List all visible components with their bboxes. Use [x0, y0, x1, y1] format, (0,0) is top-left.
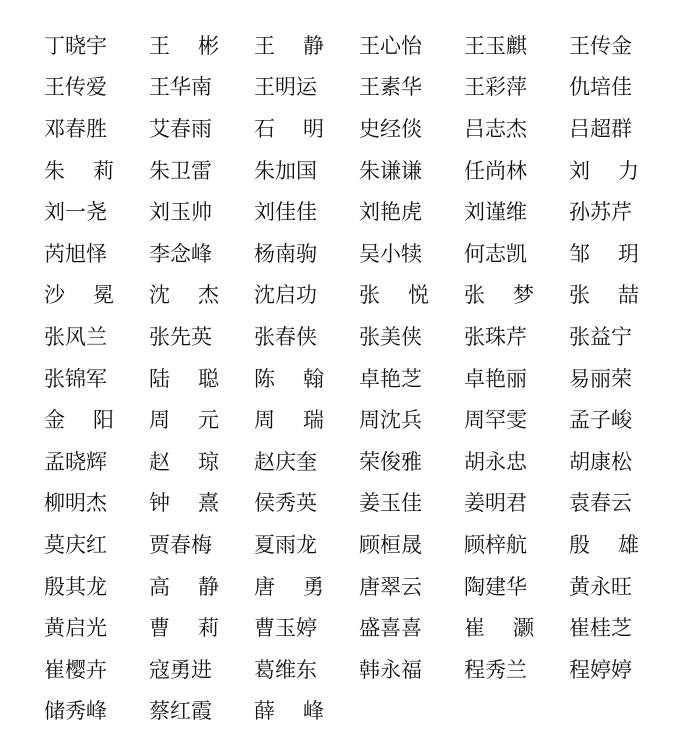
name-entry: 刘谨维: [464, 200, 527, 225]
name-entry: 张 悦: [359, 283, 429, 308]
name-entry: 崔桂芝: [569, 616, 632, 641]
name-entry: 刘 力: [569, 158, 639, 183]
name-entry: 张春侠: [254, 324, 317, 349]
name-entry: 唐 勇: [254, 574, 324, 599]
name-entry: 王 静: [254, 33, 324, 58]
name-entry: 何志凯: [464, 241, 527, 266]
name-entry: 任尚林: [464, 158, 527, 183]
name-entry: 唐翠云: [359, 574, 422, 599]
name-entry: 荣俊雅: [359, 449, 422, 474]
name-entry: 周罕雯: [464, 408, 527, 433]
name-entry: 顾桓晟: [359, 532, 422, 557]
name-entry: 朱 莉: [44, 158, 114, 183]
name-entry: 朱加国: [254, 158, 317, 183]
name-entry: 刘佳佳: [254, 200, 317, 225]
name-entry: 朱谦谦: [359, 158, 422, 183]
name-entry: 邓春胜: [44, 116, 107, 141]
name-entry: 孟子峻: [569, 408, 632, 433]
name-entry: 王心怡: [359, 33, 422, 58]
name-entry: 黄启光: [44, 616, 107, 641]
name-entry: 胡永忠: [464, 449, 527, 474]
name-entry: 赵庆奎: [254, 449, 317, 474]
name-entry: 仇培佳: [569, 75, 632, 100]
name-list: [44, 25, 644, 732]
name-entry: 寇勇进: [149, 657, 212, 682]
name-entry: 卓艳丽: [464, 366, 527, 391]
name-entry: 王 彬: [149, 33, 219, 58]
name-entry: 侯秀英: [254, 491, 317, 516]
name-entry: 姜明君: [464, 491, 527, 516]
name-entry: 陈 翰: [254, 366, 324, 391]
name-entry: 吴小犊: [359, 241, 422, 266]
name-entry: 史经倓: [359, 116, 422, 141]
name-entry: 钟 熹: [149, 491, 219, 516]
name-entry: 孙苏芹: [569, 200, 632, 225]
name-entry: 张风兰: [44, 324, 107, 349]
name-entry: 王素华: [359, 75, 422, 100]
name-entry: 程婷婷: [569, 657, 632, 682]
name-entry: 王明运: [254, 75, 317, 100]
name-entry: 吕超群: [569, 116, 632, 141]
name-entry: 贾春梅: [149, 532, 212, 557]
name-entry: 袁春云: [569, 491, 632, 516]
name-entry: 易丽荣: [569, 366, 632, 391]
name-entry: 韩永福: [359, 657, 422, 682]
name-entry: 姜玉佳: [359, 491, 422, 516]
name-entry: 周沈兵: [359, 408, 422, 433]
name-entry: 沙 冕: [44, 283, 114, 308]
name-entry: 殷其龙: [44, 574, 107, 599]
name-entry: 丁晓宇: [44, 33, 107, 58]
name-entry: 王彩萍: [464, 75, 527, 100]
name-entry: 刘艳虎: [359, 200, 422, 225]
name-entry: 曹玉婷: [254, 616, 317, 641]
name-entry: 崔樱卉: [44, 657, 107, 682]
name-entry: 崔 灏: [464, 616, 534, 641]
name-entry: 张 梦: [464, 283, 534, 308]
name-entry: 吕志杰: [464, 116, 527, 141]
name-entry: 盛喜喜: [359, 616, 422, 641]
name-entry: 邹 玥: [569, 241, 639, 266]
name-entry: 柳明杰: [44, 491, 107, 516]
name-entry: 薛 峰: [254, 699, 324, 724]
name-entry: 葛维东: [254, 657, 317, 682]
name-entry: 王传金: [569, 33, 632, 58]
name-entry: 曹 莉: [149, 616, 219, 641]
name-entry: 杨南驹: [254, 241, 317, 266]
name-entry: 孟晓辉: [44, 449, 107, 474]
name-entry: 储秀峰: [44, 699, 107, 724]
name-entry: 石 明: [254, 116, 324, 141]
name-entry: 沈启功: [254, 283, 317, 308]
name-entry: 沈 杰: [149, 283, 219, 308]
name-entry: 胡康松: [569, 449, 632, 474]
name-entry: 朱卫雷: [149, 158, 212, 183]
name-entry: 王玉麒: [464, 33, 527, 58]
name-entry: 黄永旺: [569, 574, 632, 599]
name-entry: 刘玉帅: [149, 200, 212, 225]
name-entry: 程秀兰: [464, 657, 527, 682]
name-entry: 赵 琼: [149, 449, 219, 474]
name-entry: 陶建华: [464, 574, 527, 599]
name-entry: 张美侠: [359, 324, 422, 349]
name-entry: 芮旭怿: [44, 241, 107, 266]
name-entry: 周 瑞: [254, 408, 324, 433]
name-entry: 王华南: [149, 75, 212, 100]
name-entry: 莫庆红: [44, 532, 107, 557]
name-entry: 殷 雄: [569, 532, 639, 557]
name-entry: 李念峰: [149, 241, 212, 266]
name-entry: 金 阳: [44, 408, 114, 433]
name-entry: 王传爱: [44, 75, 107, 100]
name-entry: 张 喆: [569, 283, 639, 308]
name-entry: 蔡红霞: [149, 699, 212, 724]
name-entry: 张锦军: [44, 366, 107, 391]
name-entry: 张珠芹: [464, 324, 527, 349]
name-entry: 顾梓航: [464, 532, 527, 557]
name-entry: 刘一尧: [44, 200, 107, 225]
name-entry: 高 静: [149, 574, 219, 599]
name-entry: 卓艳芝: [359, 366, 422, 391]
name-entry: 周 元: [149, 408, 219, 433]
name-entry: 张益宁: [569, 324, 632, 349]
name-entry: 夏雨龙: [254, 532, 317, 557]
name-entry: 张先英: [149, 324, 212, 349]
name-entry: 陆 聪: [149, 366, 219, 391]
name-entry: 艾春雨: [149, 116, 212, 141]
